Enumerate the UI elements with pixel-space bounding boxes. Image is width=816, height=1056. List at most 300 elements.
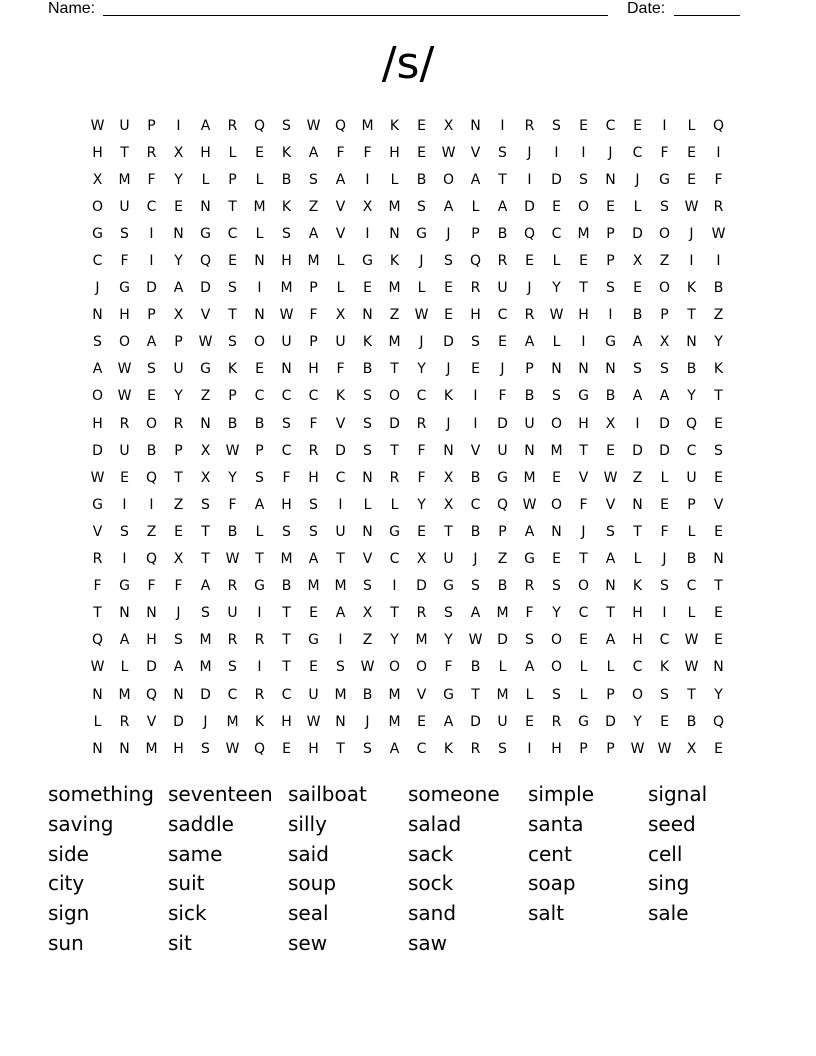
grid-letter[interactable]: H bbox=[632, 605, 643, 622]
grid-letter[interactable]: F bbox=[228, 496, 237, 513]
grid-letter[interactable]: D bbox=[92, 442, 103, 459]
grid-letter[interactable]: C bbox=[578, 605, 589, 622]
grid-letter[interactable]: A bbox=[173, 659, 184, 676]
grid-letter[interactable]: E bbox=[282, 740, 291, 757]
grid-letter[interactable]: L bbox=[471, 198, 480, 215]
grid-letter[interactable]: K bbox=[713, 361, 724, 378]
grid-letter[interactable]: E bbox=[525, 253, 534, 270]
grid-letter[interactable]: C bbox=[308, 388, 319, 405]
grid-letter[interactable]: J bbox=[581, 523, 586, 540]
grid-letter[interactable]: I bbox=[554, 144, 559, 161]
grid-letter[interactable]: D bbox=[416, 578, 427, 595]
grid-letter[interactable]: N bbox=[119, 740, 130, 757]
grid-letter[interactable]: K bbox=[443, 388, 454, 405]
grid-letter[interactable]: A bbox=[200, 578, 211, 595]
grid-letter[interactable]: M bbox=[334, 686, 347, 703]
grid-letter[interactable]: Y bbox=[552, 605, 561, 622]
grid-letter[interactable]: V bbox=[416, 686, 427, 703]
grid-letter[interactable]: G bbox=[254, 578, 265, 595]
grid-letter[interactable]: G bbox=[497, 469, 508, 486]
grid-letter[interactable]: K bbox=[389, 253, 400, 270]
grid-letter[interactable]: U bbox=[119, 198, 130, 215]
grid-letter[interactable]: L bbox=[336, 280, 345, 297]
grid-letter[interactable]: L bbox=[228, 144, 237, 161]
grid-letter[interactable]: T bbox=[201, 551, 210, 568]
grid-letter[interactable]: N bbox=[335, 713, 346, 730]
grid-letter[interactable]: L bbox=[255, 225, 264, 242]
grid-letter[interactable]: A bbox=[470, 605, 481, 622]
grid-letter[interactable]: M bbox=[496, 686, 509, 703]
grid-letter[interactable]: A bbox=[92, 361, 103, 378]
grid-letter[interactable]: O bbox=[118, 334, 131, 351]
grid-letter[interactable]: I bbox=[689, 253, 694, 270]
grid-letter[interactable]: R bbox=[227, 632, 238, 649]
grid-letter[interactable]: S bbox=[120, 225, 129, 242]
grid-letter[interactable]: E bbox=[552, 469, 561, 486]
grid-letter[interactable]: V bbox=[92, 523, 103, 540]
grid-letter[interactable]: M bbox=[388, 334, 401, 351]
grid-letter[interactable]: B bbox=[713, 280, 724, 297]
grid-letter[interactable]: T bbox=[255, 551, 264, 568]
grid-letter[interactable]: R bbox=[551, 713, 562, 730]
grid-letter[interactable]: R bbox=[524, 578, 535, 595]
grid-letter[interactable]: J bbox=[608, 144, 613, 161]
grid-letter[interactable]: I bbox=[662, 605, 667, 622]
grid-letter[interactable]: X bbox=[443, 469, 454, 486]
grid-letter[interactable]: I bbox=[122, 496, 127, 513]
grid-letter[interactable]: W bbox=[198, 334, 213, 351]
grid-letter[interactable]: J bbox=[500, 361, 505, 378]
grid-letter[interactable]: S bbox=[444, 605, 453, 622]
grid-letter[interactable]: Z bbox=[308, 198, 319, 215]
grid-letter[interactable]: H bbox=[470, 307, 481, 324]
grid-letter[interactable]: F bbox=[660, 144, 669, 161]
grid-letter[interactable]: S bbox=[660, 578, 669, 595]
grid-letter[interactable]: S bbox=[282, 225, 291, 242]
grid-letter[interactable]: B bbox=[470, 659, 481, 676]
grid-letter[interactable]: N bbox=[713, 659, 724, 676]
grid-letter[interactable]: T bbox=[687, 686, 696, 703]
grid-letter[interactable]: D bbox=[470, 713, 481, 730]
grid-letter[interactable]: B bbox=[227, 415, 238, 432]
grid-letter[interactable]: I bbox=[338, 496, 343, 513]
grid-letter[interactable]: N bbox=[578, 361, 589, 378]
grid-letter[interactable]: M bbox=[577, 225, 590, 242]
grid-letter[interactable]: R bbox=[416, 605, 427, 622]
grid-letter[interactable]: I bbox=[365, 225, 370, 242]
grid-letter[interactable]: Y bbox=[174, 253, 183, 270]
grid-letter[interactable]: D bbox=[632, 442, 643, 459]
grid-letter[interactable]: S bbox=[579, 171, 588, 188]
grid-letter[interactable]: M bbox=[388, 713, 401, 730]
grid-letter[interactable]: B bbox=[497, 578, 508, 595]
grid-letter[interactable]: Y bbox=[714, 686, 723, 703]
grid-letter[interactable]: M bbox=[388, 198, 401, 215]
grid-letter[interactable]: Z bbox=[146, 523, 157, 540]
grid-letter[interactable]: B bbox=[281, 171, 292, 188]
grid-letter[interactable]: L bbox=[552, 334, 561, 351]
grid-letter[interactable]: Q bbox=[496, 496, 509, 513]
grid-letter[interactable]: S bbox=[633, 361, 642, 378]
grid-letter[interactable]: E bbox=[309, 605, 318, 622]
grid-letter[interactable]: E bbox=[525, 713, 534, 730]
grid-letter[interactable]: S bbox=[363, 578, 372, 595]
grid-letter[interactable]: P bbox=[471, 225, 480, 242]
grid-letter[interactable]: I bbox=[527, 740, 532, 757]
grid-letter[interactable]: I bbox=[473, 388, 478, 405]
grid-letter[interactable]: T bbox=[336, 551, 345, 568]
grid-letter[interactable]: J bbox=[446, 225, 451, 242]
grid-letter[interactable]: W bbox=[522, 496, 537, 513]
grid-letter[interactable]: X bbox=[200, 442, 211, 459]
grid-letter[interactable]: D bbox=[632, 225, 643, 242]
grid-letter[interactable]: F bbox=[147, 171, 156, 188]
grid-letter[interactable]: C bbox=[281, 388, 292, 405]
grid-letter[interactable]: H bbox=[173, 740, 184, 757]
grid-letter[interactable]: O bbox=[658, 280, 671, 297]
grid-letter[interactable]: H bbox=[632, 632, 643, 649]
grid-letter[interactable]: L bbox=[525, 686, 534, 703]
grid-letter[interactable]: Q bbox=[712, 713, 725, 730]
grid-letter[interactable]: U bbox=[497, 442, 508, 459]
grid-letter[interactable]: Q bbox=[523, 225, 536, 242]
grid-letter[interactable]: Q bbox=[685, 415, 698, 432]
grid-letter[interactable]: M bbox=[334, 578, 347, 595]
grid-letter[interactable]: S bbox=[552, 578, 561, 595]
grid-letter[interactable]: J bbox=[176, 605, 181, 622]
grid-letter[interactable]: N bbox=[686, 334, 697, 351]
grid-letter[interactable]: P bbox=[255, 442, 264, 459]
grid-letter[interactable]: S bbox=[660, 686, 669, 703]
grid-letter[interactable]: D bbox=[551, 171, 562, 188]
grid-letter[interactable]: S bbox=[201, 740, 210, 757]
grid-letter[interactable]: A bbox=[605, 632, 616, 649]
grid-letter[interactable]: T bbox=[606, 605, 615, 622]
grid-letter[interactable]: I bbox=[581, 144, 586, 161]
grid-letter[interactable]: X bbox=[659, 334, 670, 351]
grid-letter[interactable]: X bbox=[173, 307, 184, 324]
grid-letter[interactable]: N bbox=[362, 523, 373, 540]
grid-letter[interactable]: C bbox=[146, 198, 157, 215]
grid-letter[interactable]: W bbox=[225, 740, 240, 757]
date-blank-line[interactable] bbox=[674, 15, 740, 16]
grid-letter[interactable]: I bbox=[149, 225, 154, 242]
grid-letter[interactable]: E bbox=[174, 523, 183, 540]
grid-letter[interactable]: F bbox=[660, 523, 669, 540]
grid-letter[interactable]: F bbox=[417, 442, 426, 459]
grid-letter[interactable]: Z bbox=[497, 551, 508, 568]
grid-letter[interactable]: O bbox=[388, 388, 401, 405]
grid-letter[interactable]: R bbox=[92, 551, 103, 568]
grid-letter[interactable]: E bbox=[444, 307, 453, 324]
grid-letter[interactable]: Y bbox=[633, 713, 642, 730]
grid-letter[interactable]: G bbox=[119, 578, 130, 595]
grid-letter[interactable]: M bbox=[361, 117, 374, 134]
grid-letter[interactable]: F bbox=[525, 605, 534, 622]
grid-letter[interactable]: P bbox=[606, 253, 615, 270]
grid-letter[interactable]: L bbox=[579, 686, 588, 703]
grid-letter[interactable]: L bbox=[633, 551, 642, 568]
grid-letter[interactable]: C bbox=[497, 307, 508, 324]
grid-letter[interactable]: N bbox=[119, 605, 130, 622]
grid-letter[interactable]: Z bbox=[173, 496, 184, 513]
grid-letter[interactable]: U bbox=[173, 361, 184, 378]
grid-letter[interactable]: E bbox=[498, 334, 507, 351]
grid-letter[interactable]: K bbox=[281, 144, 292, 161]
grid-letter[interactable]: G bbox=[605, 334, 616, 351]
grid-letter[interactable]: Y bbox=[714, 334, 723, 351]
grid-letter[interactable]: E bbox=[633, 117, 642, 134]
grid-letter[interactable]: H bbox=[200, 144, 211, 161]
grid-letter[interactable]: E bbox=[471, 361, 480, 378]
grid-letter[interactable]: E bbox=[687, 144, 696, 161]
grid-letter[interactable]: C bbox=[605, 117, 616, 134]
grid-letter[interactable]: A bbox=[470, 171, 481, 188]
grid-letter[interactable]: L bbox=[660, 469, 669, 486]
grid-letter[interactable]: P bbox=[228, 388, 237, 405]
grid-letter[interactable]: L bbox=[606, 659, 615, 676]
grid-letter[interactable]: E bbox=[714, 469, 723, 486]
grid-letter[interactable]: L bbox=[255, 523, 264, 540]
grid-letter[interactable]: Y bbox=[552, 280, 561, 297]
grid-letter[interactable]: H bbox=[119, 307, 130, 324]
grid-letter[interactable]: R bbox=[173, 415, 184, 432]
grid-letter[interactable]: A bbox=[632, 388, 643, 405]
grid-letter[interactable]: C bbox=[632, 659, 643, 676]
grid-letter[interactable]: S bbox=[606, 523, 615, 540]
name-blank-line[interactable] bbox=[103, 15, 608, 16]
grid-letter[interactable]: T bbox=[390, 361, 399, 378]
grid-letter[interactable]: P bbox=[660, 307, 669, 324]
grid-letter[interactable]: V bbox=[335, 198, 346, 215]
grid-letter[interactable]: T bbox=[579, 551, 588, 568]
grid-letter[interactable]: Q bbox=[253, 740, 266, 757]
grid-letter[interactable]: W bbox=[90, 659, 105, 676]
grid-letter[interactable]: E bbox=[606, 198, 615, 215]
grid-letter[interactable]: M bbox=[496, 605, 509, 622]
grid-letter[interactable]: Y bbox=[228, 469, 237, 486]
grid-letter[interactable]: M bbox=[307, 578, 320, 595]
grid-letter[interactable]: T bbox=[174, 469, 183, 486]
grid-letter[interactable]: T bbox=[687, 307, 696, 324]
grid-letter[interactable]: P bbox=[228, 171, 237, 188]
grid-letter[interactable]: Z bbox=[389, 307, 400, 324]
grid-letter[interactable]: E bbox=[714, 605, 723, 622]
grid-letter[interactable]: O bbox=[550, 496, 563, 513]
grid-letter[interactable]: O bbox=[550, 659, 563, 676]
grid-letter[interactable]: T bbox=[282, 659, 291, 676]
grid-letter[interactable]: K bbox=[281, 198, 292, 215]
grid-letter[interactable]: G bbox=[443, 578, 454, 595]
grid-letter[interactable]: B bbox=[254, 415, 265, 432]
grid-letter[interactable]: F bbox=[336, 144, 345, 161]
grid-letter[interactable]: B bbox=[470, 469, 481, 486]
grid-letter[interactable]: A bbox=[173, 280, 184, 297]
grid-letter[interactable]: A bbox=[605, 551, 616, 568]
grid-letter[interactable]: H bbox=[578, 415, 589, 432]
grid-letter[interactable]: N bbox=[443, 442, 454, 459]
grid-letter[interactable]: S bbox=[363, 388, 372, 405]
grid-letter[interactable]: J bbox=[527, 280, 532, 297]
grid-letter[interactable]: E bbox=[606, 442, 615, 459]
grid-letter[interactable]: O bbox=[577, 578, 590, 595]
grid-letter[interactable]: H bbox=[281, 713, 292, 730]
grid-letter[interactable]: J bbox=[203, 713, 208, 730]
grid-letter[interactable]: T bbox=[93, 605, 102, 622]
grid-letter[interactable]: X bbox=[443, 496, 454, 513]
grid-letter[interactable]: M bbox=[307, 253, 320, 270]
grid-letter[interactable]: N bbox=[200, 415, 211, 432]
grid-letter[interactable]: U bbox=[281, 334, 292, 351]
grid-letter[interactable]: N bbox=[254, 307, 265, 324]
grid-letter[interactable]: L bbox=[336, 253, 345, 270]
grid-letter[interactable]: O bbox=[550, 632, 563, 649]
grid-letter[interactable]: R bbox=[308, 442, 319, 459]
grid-letter[interactable]: T bbox=[120, 144, 129, 161]
grid-letter[interactable]: E bbox=[417, 117, 426, 134]
grid-letter[interactable]: B bbox=[470, 523, 481, 540]
grid-letter[interactable]: N bbox=[470, 117, 481, 134]
grid-letter[interactable]: A bbox=[443, 713, 454, 730]
grid-letter[interactable]: L bbox=[120, 659, 129, 676]
grid-letter[interactable]: S bbox=[525, 632, 534, 649]
grid-letter[interactable]: S bbox=[714, 442, 723, 459]
grid-letter[interactable]: S bbox=[309, 171, 318, 188]
grid-letter[interactable]: A bbox=[308, 551, 319, 568]
grid-letter[interactable]: C bbox=[686, 578, 697, 595]
grid-letter[interactable]: S bbox=[201, 605, 210, 622]
grid-letter[interactable]: F bbox=[714, 171, 723, 188]
grid-letter[interactable]: W bbox=[117, 388, 132, 405]
grid-letter[interactable]: S bbox=[363, 740, 372, 757]
grid-letter[interactable]: L bbox=[390, 171, 399, 188]
grid-letter[interactable]: L bbox=[417, 280, 426, 297]
grid-letter[interactable]: G bbox=[200, 225, 211, 242]
grid-letter[interactable]: T bbox=[228, 307, 237, 324]
grid-letter[interactable]: F bbox=[93, 578, 102, 595]
grid-letter[interactable]: R bbox=[416, 415, 427, 432]
grid-letter[interactable]: F bbox=[282, 469, 291, 486]
grid-letter[interactable]: D bbox=[200, 280, 211, 297]
grid-letter[interactable]: F bbox=[120, 253, 129, 270]
grid-letter[interactable]: B bbox=[497, 225, 508, 242]
grid-letter[interactable]: E bbox=[714, 523, 723, 540]
grid-letter[interactable]: W bbox=[684, 198, 699, 215]
grid-letter[interactable]: F bbox=[147, 578, 156, 595]
grid-letter[interactable]: P bbox=[498, 523, 507, 540]
grid-letter[interactable]: H bbox=[281, 496, 292, 513]
grid-letter[interactable]: E bbox=[147, 388, 156, 405]
grid-letter[interactable]: F bbox=[363, 144, 372, 161]
grid-letter[interactable]: I bbox=[176, 117, 181, 134]
grid-letter[interactable]: D bbox=[524, 198, 535, 215]
grid-letter[interactable]: R bbox=[713, 198, 724, 215]
grid-letter[interactable]: S bbox=[282, 523, 291, 540]
grid-letter[interactable]: Y bbox=[444, 632, 453, 649]
grid-letter[interactable]: J bbox=[662, 551, 667, 568]
grid-letter[interactable]: A bbox=[659, 388, 670, 405]
grid-letter[interactable]: Q bbox=[199, 253, 212, 270]
grid-letter[interactable]: B bbox=[362, 361, 373, 378]
grid-letter[interactable]: U bbox=[335, 334, 346, 351]
grid-letter[interactable]: N bbox=[605, 361, 616, 378]
grid-letter[interactable]: W bbox=[468, 632, 483, 649]
grid-letter[interactable]: M bbox=[145, 740, 158, 757]
grid-letter[interactable]: W bbox=[630, 740, 645, 757]
grid-letter[interactable]: Y bbox=[174, 171, 183, 188]
grid-letter[interactable]: J bbox=[419, 334, 424, 351]
grid-letter[interactable]: F bbox=[336, 361, 345, 378]
grid-letter[interactable]: I bbox=[716, 253, 721, 270]
grid-letter[interactable]: T bbox=[714, 388, 723, 405]
grid-letter[interactable]: R bbox=[524, 117, 535, 134]
grid-letter[interactable]: B bbox=[146, 442, 157, 459]
grid-letter[interactable]: E bbox=[255, 144, 264, 161]
grid-letter[interactable]: Y bbox=[390, 632, 399, 649]
grid-letter[interactable]: E bbox=[552, 551, 561, 568]
grid-letter[interactable]: D bbox=[605, 713, 616, 730]
grid-letter[interactable]: M bbox=[118, 686, 131, 703]
grid-letter[interactable]: X bbox=[686, 740, 697, 757]
grid-letter[interactable]: N bbox=[713, 551, 724, 568]
grid-letter[interactable]: J bbox=[446, 415, 451, 432]
grid-letter[interactable]: E bbox=[687, 171, 696, 188]
grid-letter[interactable]: I bbox=[716, 144, 721, 161]
grid-letter[interactable]: F bbox=[309, 415, 318, 432]
grid-letter[interactable]: N bbox=[146, 605, 157, 622]
grid-letter[interactable]: Z bbox=[713, 307, 724, 324]
grid-letter[interactable]: I bbox=[473, 415, 478, 432]
grid-letter[interactable]: D bbox=[497, 415, 508, 432]
grid-letter[interactable]: L bbox=[255, 171, 264, 188]
grid-letter[interactable]: P bbox=[579, 740, 588, 757]
grid-letter[interactable]: O bbox=[415, 659, 428, 676]
grid-letter[interactable]: H bbox=[92, 144, 103, 161]
grid-letter[interactable]: C bbox=[389, 551, 400, 568]
grid-letter[interactable]: Z bbox=[632, 469, 643, 486]
grid-letter[interactable]: V bbox=[470, 442, 481, 459]
grid-letter[interactable]: S bbox=[552, 388, 561, 405]
grid-letter[interactable]: K bbox=[362, 334, 373, 351]
grid-letter[interactable]: W bbox=[549, 307, 564, 324]
grid-letter[interactable]: W bbox=[360, 659, 375, 676]
grid-letter[interactable]: U bbox=[443, 551, 454, 568]
grid-letter[interactable]: S bbox=[363, 415, 372, 432]
grid-letter[interactable]: L bbox=[687, 117, 696, 134]
grid-letter[interactable]: P bbox=[525, 361, 534, 378]
grid-letter[interactable]: S bbox=[93, 334, 102, 351]
grid-letter[interactable]: I bbox=[635, 415, 640, 432]
grid-letter[interactable]: E bbox=[714, 632, 723, 649]
grid-letter[interactable]: S bbox=[444, 253, 453, 270]
grid-letter[interactable]: A bbox=[632, 334, 643, 351]
grid-letter[interactable]: H bbox=[308, 469, 319, 486]
grid-letter[interactable]: I bbox=[392, 578, 397, 595]
grid-letter[interactable]: T bbox=[471, 686, 480, 703]
grid-letter[interactable]: O bbox=[658, 225, 671, 242]
grid-letter[interactable]: S bbox=[282, 415, 291, 432]
grid-letter[interactable]: K bbox=[686, 280, 697, 297]
grid-letter[interactable]: B bbox=[281, 578, 292, 595]
grid-letter[interactable]: S bbox=[228, 334, 237, 351]
grid-letter[interactable]: A bbox=[524, 334, 535, 351]
grid-letter[interactable]: J bbox=[95, 280, 100, 297]
grid-letter[interactable]: S bbox=[498, 740, 507, 757]
grid-letter[interactable]: T bbox=[714, 578, 723, 595]
grid-letter[interactable]: W bbox=[657, 740, 672, 757]
grid-letter[interactable]: A bbox=[524, 659, 535, 676]
grid-letter[interactable]: O bbox=[91, 198, 104, 215]
